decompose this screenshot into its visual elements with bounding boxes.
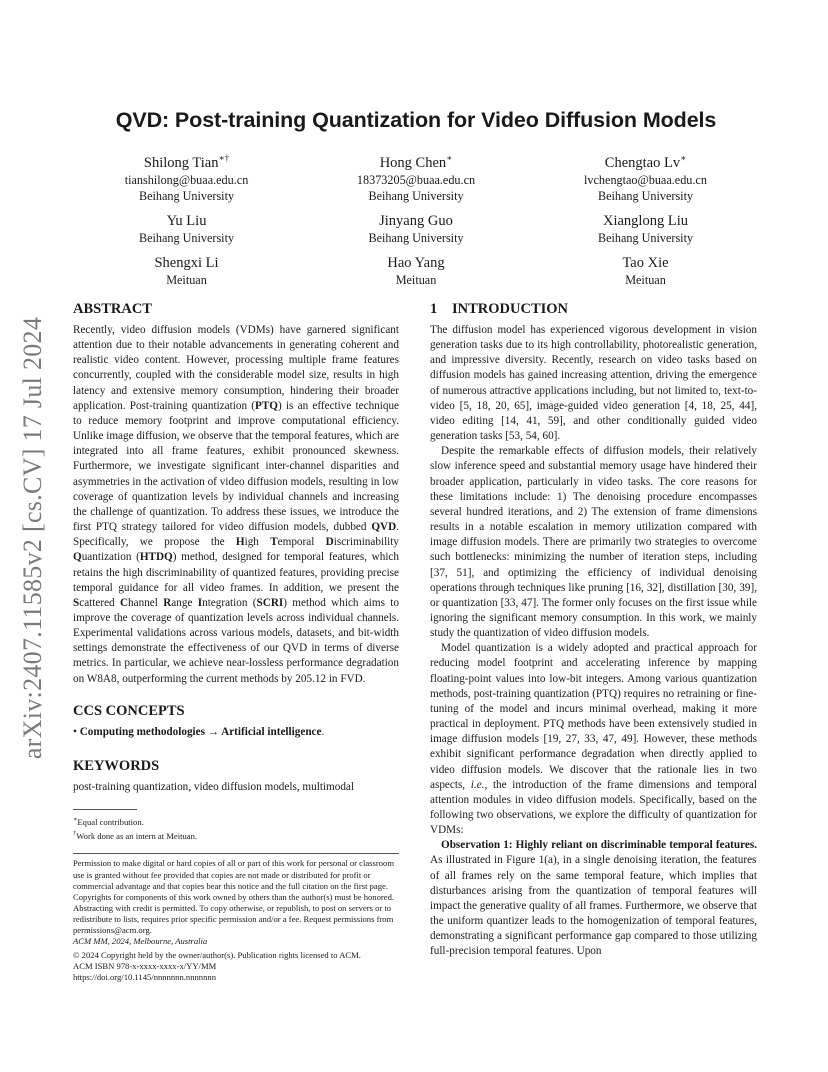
- footnote: †Work done as an intern at Meituan.: [73, 829, 198, 841]
- intro-paragraph: Despite the remarkable effects of diffusion models, their relatively slow inference speed and substantial memory usage have hindered their broader application, particularly in video tasks. The core reasons for these limitations include: 1) The denoising procedure encompasses several hundred iterations, and 2) The extension of frame dimensions results in a notable escalation in memory utilization compared with image diffusion models. There are primarily two strategies to overcome such bottlenecks: minimizing the number of iteration steps, including [37, 51], and optimizing the efficiency of individual denoising operations through techniques like pruning [16, 32], distillation [30, 39], or quantization [33, 47]. The former only focuses on the first issue while ignoring the significant memory consumption. In this work, we mainly study the quantization of video diffusion models.: [430, 445, 757, 640]
- footnote: ∗Equal contribution.: [73, 815, 144, 827]
- author: [302, 254, 531, 288]
- author-name: Xianglong Liu: [603, 212, 688, 229]
- author: [531, 254, 760, 288]
- abstract-heading: ABSTRACT: [73, 301, 152, 317]
- author: [531, 212, 760, 246]
- author-name: Hong Chen: [379, 154, 447, 171]
- footnotes: [73, 814, 399, 842]
- author: [72, 149, 301, 204]
- author-affiliation: Meituan: [395, 272, 437, 287]
- footnote-rule: [73, 809, 137, 810]
- author-email[interactable]: lvchengtao@buaa.edu.cn: [584, 172, 707, 187]
- left-column: [73, 299, 399, 984]
- arxiv-identifier-text: arXiv:2407.11585v2 [cs.CV] 17 Jul 2024: [18, 316, 47, 759]
- author-affiliation: Meituan: [625, 272, 666, 287]
- author-affiliation: Beihang University: [368, 230, 464, 245]
- author-name: Yu Liu: [166, 212, 207, 229]
- author-row: [72, 212, 760, 246]
- author-row: [72, 254, 760, 288]
- author-email[interactable]: 18373205@buaa.edu.cn: [356, 172, 476, 187]
- author-name: Jinyang Guo: [379, 212, 453, 229]
- isbn: ACM ISBN 978-x-xxxx-xxxx-x/YY/MM: [73, 961, 217, 972]
- author-block: [72, 149, 760, 296]
- author: [302, 212, 531, 246]
- intro-heading: 1 INTRODUCTION: [430, 301, 569, 317]
- right-column: [430, 299, 757, 960]
- author-mark: ∗: [680, 153, 687, 163]
- author-name: Shengxi Li: [154, 254, 219, 271]
- author-affiliation: Beihang University: [138, 188, 235, 203]
- ccs-concept: Computing methodologies → Artificial intelligence: [79, 725, 322, 738]
- permission-text: Permission to make digital or hard copies of all or part of this work for personal or classroom use is granted without fee provided that copies are not made or distributed for profit or commercial advantage and that copies bear this notice and the full citation on the first page. Copyrights for components of this work owned by others than the author(s) must be honored. Abstracting with credit is permitted. To copy otherwise, or republish, to post on servers or to redistribute to lists, requires prior specific permission and/or a fee. Request permissions from permissions@acm.org.: [73, 858, 395, 936]
- author: [72, 254, 301, 288]
- section-number: 1: [430, 301, 438, 317]
- keywords-heading: KEYWORDS: [73, 757, 160, 774]
- intro-paragraph: Model quantization is a widely adopted and practical approach for reducing model footprint and accelerating inference by mapping floating-point values into low-bit integers. Among various quantization methods, post-training quantization (PTQ) requires no retraining or fine-tuning of the model and incurs minimal overhead, making it more practical in deployment. PTQ methods have been extensively studied in image diffusion models [19, 27, 33, 47, 49]. However, these methods exhibit significant performance degradation when directly applied to video diffusion models. We discover that the rationale lies in two aspects, i.e., the introduction of the frame dimensions and temporal attention modules in video diffusion models. Specifically, based on the following two observations, we explore the difficulty of quantization for VDMs:: [430, 642, 758, 837]
- author-name: Tao Xie: [622, 254, 669, 271]
- observation-paragraph: Observation 1: Highly reliant on discriminable temporal features. As illustrated in Figure 1(a), in a single denoising iteration, the features of all frames rely on the same temporal feature, which implies that disturbances arising from the quantization of temporal features will impact the generative quality of all frames. Furthermore, we observe that the uniform quantizer leads to the homogenization of temporal features, demonstrating a significant performance gap compared to those utilizing full-precision temporal features. Upon: [430, 839, 757, 958]
- author-email[interactable]: tianshilong@buaa.edu.cn: [124, 172, 249, 187]
- author-affiliation: Beihang University: [597, 188, 694, 203]
- author-affiliation: Beihang University: [597, 230, 694, 245]
- author-name: Shilong Tian: [143, 154, 219, 171]
- author-name: Hao Yang: [387, 254, 445, 271]
- author-affiliation: Beihang University: [138, 230, 235, 245]
- paper-title: QVD: Post-training Quantization for Video Diffusion Models: [115, 108, 717, 132]
- venue: ACM MM, 2024, Melbourne, Australia: [73, 936, 208, 947]
- observation-title: Observation 1: Highly reliant on discriminable temporal features.: [441, 839, 757, 852]
- arxiv-identifier: [8, 290, 58, 785]
- author-affiliation: Meituan: [166, 272, 207, 287]
- author: [72, 212, 301, 246]
- keywords-text: post-training quantization, video diffusion models, multimodal: [73, 780, 354, 793]
- ccs-heading: CCS CONCEPTS: [73, 702, 185, 719]
- author-affiliation: Beihang University: [368, 188, 464, 203]
- permission-block: [73, 853, 399, 983]
- intro-paragraph: The diffusion model has experienced vigorous development in vision generation tasks due to its high controllability, photorealistic generation, and impressive diversity. Recently, research on video tasks based on diffusion models has gained increasing attention, driving the emergence of numerous attractive applications including, but not limited to, text-to-video [5, 18, 20, 65], image-guided video generation [4, 18, 25, 44], video editing [14, 41, 59], and other conditionally guided video generation tasks [53, 54, 60].: [430, 324, 757, 443]
- author-name: Chengtao Lv: [604, 154, 681, 171]
- author: [531, 149, 760, 204]
- author-mark: ∗: [446, 153, 453, 163]
- abstract-text: Recently, video diffusion models (VDMs) have garnered significant attention due to their notable advancements in generating coherent and realistic video content. However, processing multiple frame features concurrently, coupled with the considerable model size, results in high latency and extensive memory consumption, hindering their broader application. Post-training quantization (PTQ) is an effective technique to reduce memory footprint and improve computational efficiency. Unlike image diffusion, we observe that the temporal features, which are integrated into all frame features, exhibit pronounced skewness. Furthermore, we investigate significant inter-channel disparities and asymmetries in the activation of video diffusion models, resulting in low coverage of quantization levels by individual channels and increasing the challenge of quantization. To address these issues, we introduce the first PTQ strategy tailored for video diffusion models, dubbed QVD. Specifically, we propose the High Temporal Discriminability Quantization (HTDQ) method, designed for temporal features, which retains the high discriminability of quantized features, providing precise temporal guidance for all video frames. In addition, we present the Scattered Channel Range Integration (SCRI) method which aims to improve the coverage of quantization levels across individual channels. Experimental validations across various models, datasets, and bit-width settings demonstrate the effectiveness of our QVD in terms of diverse metrics. In particular, we achieve near-lossless performance degradation on W8A8, outperforming the current methods by 205.12 in FVD.: [73, 324, 400, 685]
- author-row: [72, 149, 760, 204]
- author-mark: ∗†: [218, 153, 230, 163]
- doi-link[interactable]: https://doi.org/10.1145/nnnnnnn.nnnnnnn: [73, 972, 216, 983]
- copyright: © 2024 Copyright held by the owner/author(s). Publication rights licensed to ACM.: [73, 950, 361, 961]
- author: [302, 149, 531, 204]
- ccs-concepts: • Computing methodologies → Artificial intelligence.: [73, 725, 325, 738]
